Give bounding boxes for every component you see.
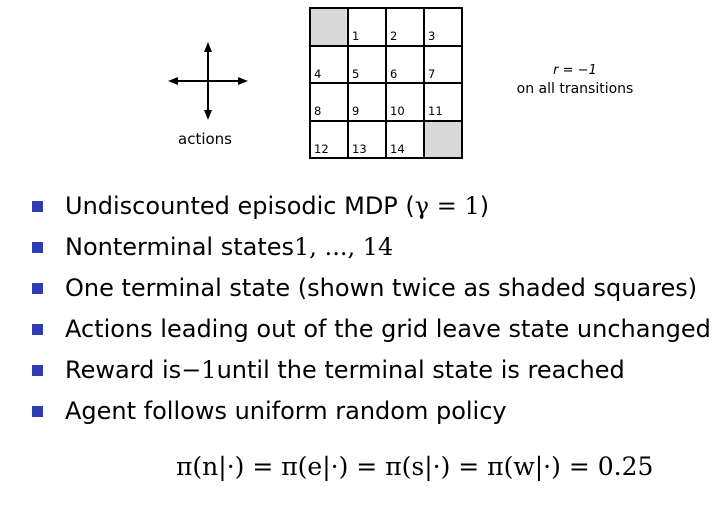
- policy-formula: π(n|·) = π(e|·) = π(s|·) = π(w|·) = 0.25: [176, 452, 654, 481]
- grid-cell: [424, 8, 462, 46]
- terminal-cell: [424, 121, 462, 159]
- reward-value: r = −1: [553, 63, 597, 78]
- bullet-text: Undiscounted episodic MDP (: [65, 192, 415, 220]
- bullet-square-icon: [32, 365, 43, 376]
- bullet-tail: ): [479, 192, 490, 220]
- grid-cell: [348, 46, 386, 84]
- cell-number: 14: [390, 141, 405, 156]
- grid-cell: [424, 83, 462, 121]
- grid-cell: [310, 46, 348, 84]
- bullet-text: Reward is: [65, 356, 182, 384]
- grid-cell: [424, 46, 462, 84]
- grid-cell: [348, 8, 386, 46]
- grid-cell: [310, 83, 348, 121]
- bullet-item: [24, 268, 711, 309]
- cell-number: 1: [352, 29, 360, 43]
- actions-label: actions: [178, 130, 232, 148]
- bullet-square-icon: [32, 283, 43, 294]
- grid-cell: [386, 83, 424, 121]
- cell-number: 8: [314, 104, 322, 118]
- grid-cell: [348, 121, 386, 159]
- bullet-item: [24, 227, 711, 268]
- bullet-square-icon: [32, 242, 43, 253]
- cell-number: 4: [314, 66, 322, 81]
- bullet-item: [24, 391, 711, 432]
- grid-cell: [348, 83, 386, 121]
- bullet-text: Actions leading out of the grid leave state unchanged: [65, 315, 711, 343]
- cell-number: 3: [428, 29, 436, 43]
- cell-number: 13: [352, 141, 367, 156]
- bullet-item: [24, 309, 711, 350]
- reward-annotation: [505, 62, 645, 98]
- cell-number: 11: [428, 104, 443, 118]
- bullet-text: Nonterminal states: [65, 233, 295, 261]
- cell-number: 5: [352, 66, 360, 81]
- cell-number: 7: [428, 66, 436, 81]
- cell-number: 9: [352, 104, 360, 118]
- bullet-math: 1, ..., 14: [294, 233, 394, 261]
- bullet-math: γ = 1: [414, 192, 480, 220]
- bullet-text: One terminal state (shown twice as shaded squares): [65, 274, 698, 302]
- action-arrows-icon: [168, 40, 248, 122]
- bullet-list: [24, 186, 711, 432]
- grid-cell: [386, 121, 424, 159]
- cell-number: 12: [314, 141, 329, 156]
- bullet-square-icon: [32, 406, 43, 417]
- bullet-square-icon: [32, 324, 43, 335]
- bullet-item: [24, 186, 711, 227]
- bullet-text: Agent follows uniform random policy: [65, 397, 507, 425]
- cell-number: 2: [390, 29, 398, 43]
- reward-description: on all transitions: [516, 81, 634, 97]
- terminal-cell: [310, 8, 348, 46]
- bullet-square-icon: [32, 201, 43, 212]
- cell-number: 10: [390, 104, 405, 118]
- grid-cell: [310, 121, 348, 159]
- cell-number: 6: [390, 66, 398, 81]
- bullet-math: −1: [181, 356, 217, 384]
- bullet-tail: until the terminal state is reached: [216, 356, 625, 384]
- grid-cell: [386, 46, 424, 84]
- gridworld: [309, 7, 463, 159]
- bullet-item: [24, 350, 711, 391]
- grid-cell: [386, 8, 424, 46]
